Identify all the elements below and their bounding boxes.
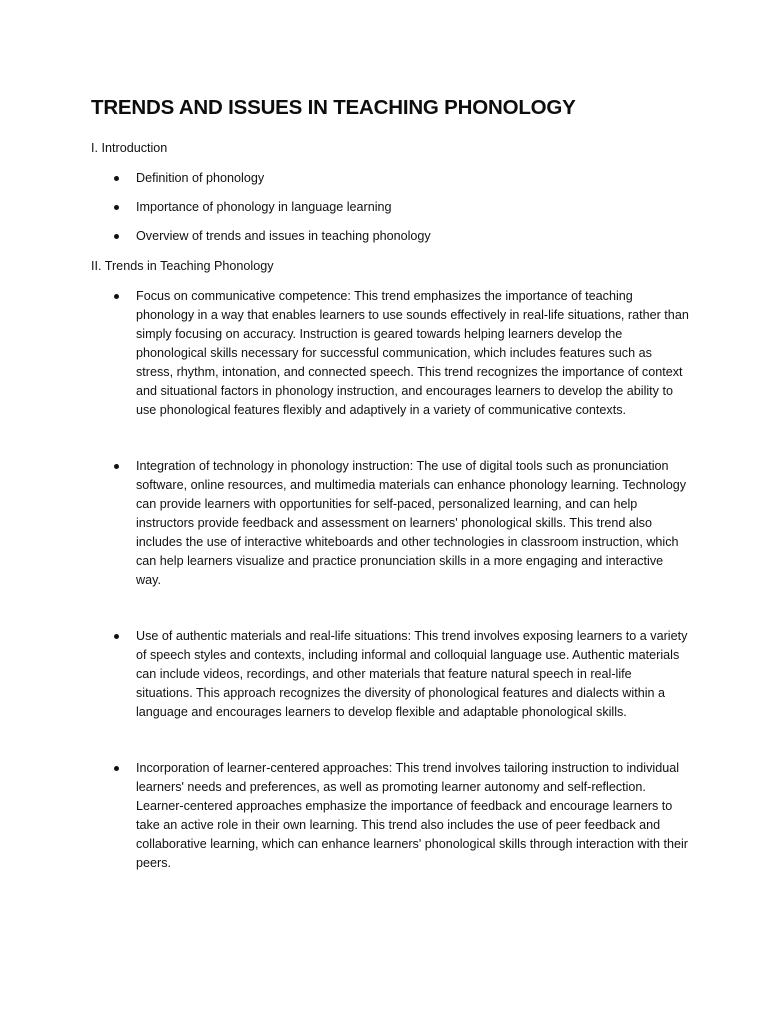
trends-list — [91, 287, 691, 873]
list-item-text: Use of authentic materials and real-life situations: This trend involves exposing learners to a variety of speech styles and contexts, including informal and colloquial language use. Authentic materials can include videos, recordings, and other materials that feature natural speech in real-life situations. This approach recognizes the diversity of phonological features and dialects within a language and encourages learners to develop flexible and adaptable phonological skills. — [136, 629, 688, 719]
bullet-icon — [114, 176, 119, 181]
list-item-text: Integration of technology in phonology instruction: The use of digital tools such as pronunciation software, online resources, and multimedia materials can enhance phonology learning. Technology can provide learners with opportunities for self-paced, personalized learning, and can help instructors provide feedback and assessment on learners' phonological skills. This trend also includes the use of interactive whiteboards and other technologies in classroom instruction, which can help learners visualize and practice pronunciation skills in a more engaging and interactive way. — [136, 459, 687, 587]
section-heading-introduction: I. Introduction — [91, 141, 168, 155]
list-item — [91, 287, 691, 420]
list-item — [91, 759, 691, 873]
introduction-list — [91, 169, 691, 246]
bullet-icon — [114, 464, 119, 469]
list-item — [91, 169, 691, 188]
bullet-icon — [114, 205, 119, 210]
list-item-text: Incorporation of learner-centered approaches: This trend involves tailoring instruction to individual learners' needs and preferences, as well as promoting learner autonomy and self-reflection. Learner-centered approaches emphasize the importance of feedback and encourage learners to take an active role in their own learning. This trend also includes the use of peer feedback and collaborative learning, which can enhance learners' phonological skills through interaction with their peers. — [136, 761, 688, 870]
list-item — [91, 627, 691, 722]
document-body — [91, 96, 691, 910]
bullet-icon — [114, 294, 119, 299]
bullet-icon — [114, 766, 119, 771]
list-item-text: Importance of phonology in language learning — [136, 200, 392, 214]
bullet-icon — [114, 634, 119, 639]
document-title: TRENDS AND ISSUES IN TEACHING PHONOLOGY — [91, 96, 576, 119]
bullet-icon — [114, 234, 119, 239]
list-item — [91, 457, 691, 590]
list-item-text: Overview of trends and issues in teaching phonology — [136, 229, 431, 243]
list-item — [91, 198, 691, 217]
section-heading-trends: II. Trends in Teaching Phonology — [91, 259, 274, 273]
list-item-text: Definition of phonology — [136, 171, 265, 185]
list-item — [91, 227, 691, 246]
list-item-text: Focus on communicative competence: This trend emphasizes the importance of teaching phonology in a way that enables learners to use sounds effectively in real-life situations, rather than simply focusing on accuracy. Instruction is geared towards helping learners develop the phonological skills necessary for successful communication, which includes features such as stress, rhythm, intonation, and connected speech. This trend recognizes the importance of context and situational factors in phonology instruction, and encourages learners to develop the ability to use phonological features flexibly and adaptively in a variety of communicative contexts. — [136, 289, 689, 417]
